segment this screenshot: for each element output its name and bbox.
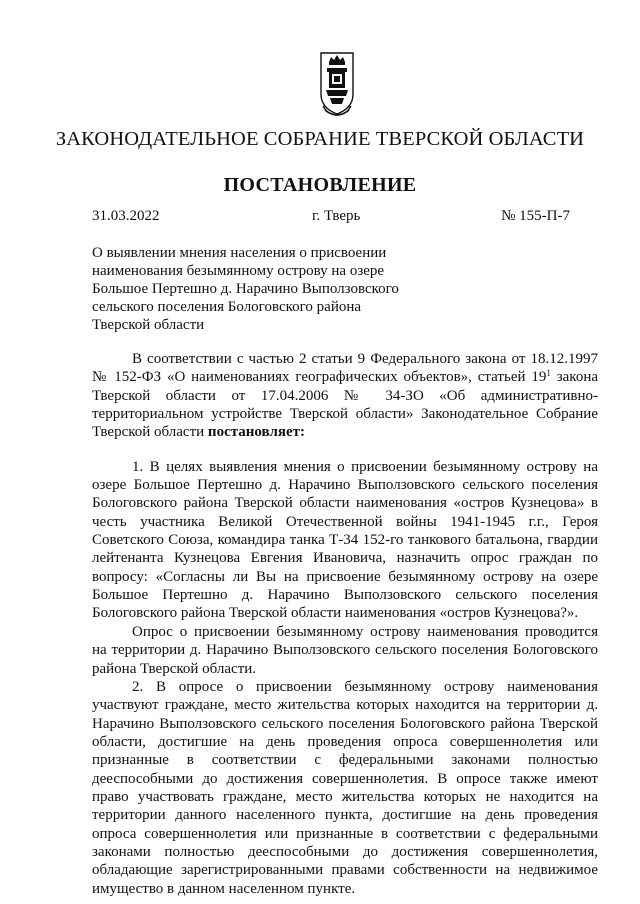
paragraph-1: 1. В целях выявления мнения о присвоении безымянному острову на озере Большое Пертешно д. Нарачино Выползовского сельского поселения Бологовского района Тверской области наименования «остров Кузнецова» в честь участника Великой Отечественной войны 1941-1945 г.г., Героя Советского Союза, командира танка Т-34 152-го танкового батальона, гвардии лейтенанта Кузнецова Евгения Ивановича, назначить опрос граждан по вопросу: «Согласны ли Вы на присвоение безымянному острову на озере Большое Пертешно д. Нарачино Выползовского сельского поселения Бологовского района Тверской области наименования «остров Кузнецова?». bbox=[92, 458, 598, 622]
organization-name: ЗАКОНОДАТЕЛЬНОЕ СОБРАНИЕ ТВЕРСКОЙ ОБЛАСТИ bbox=[55, 128, 585, 150]
document-city: г. Тверь bbox=[312, 208, 361, 224]
preamble-text-2: закона Тверской области от 17.04.2006 № 34-ЗО «Об административно-территориальном устройстве Тверской области» Законодательное Собрание Тверской области bbox=[92, 369, 599, 441]
document-date: 31.03.2022 bbox=[92, 208, 160, 224]
article-superscript: 1 bbox=[546, 368, 551, 379]
document-number: № 155-П-7 bbox=[501, 208, 570, 224]
document-type-title: ПОСТАНОВЛЕНИЕ bbox=[223, 174, 417, 196]
tver-coat-of-arms-icon bbox=[318, 50, 356, 122]
paragraph-2: 2. В опросе о присвоении безымянному острову наименования участвуют граждане, место жительства которых находится на территории д. Нарачино Выползовского сельского поселения Бологовского района Тверской области, достигшие на день проведения опроса совершеннолетия или признанные в соответствии с федеральными законами полностью дееспособными до достижения совершеннолетия. В опросе также имеют право участвовать граждане, место жительства которых не находится на территории данного населенного пункта, достигшие на день проведения опроса совершеннолетия или признанные в соответствии с федеральными законами полностью дееспособными до достижения совершеннолетия, обладающие зарегистрированными правами собственности на недвижимое имущество в данном населенном пункте. bbox=[92, 678, 598, 897]
resolves-keyword: постановляет: bbox=[207, 424, 305, 441]
preamble-paragraph bbox=[92, 350, 598, 442]
paragraph-1-continuation: Опрос о присвоении безымянному острову наименования проводится на территории д. Нарачино Выползовского сельского поселения Бологовского района Тверской области. bbox=[92, 623, 598, 677]
preamble-text-1: В соответствии с частью 2 статьи 9 Федерального закона от 18.12.1997 № 152-ФЗ «О наименованиях географических объектов», статьей 19 bbox=[92, 351, 598, 386]
document-body bbox=[92, 350, 598, 898]
document-subject: О выявлении мнения населения о присвоении наименования безымянному острову на озере Большое Пертешно д. Нарачино Выползовского сельского поселения Бологовского района Тверской области bbox=[92, 245, 399, 333]
